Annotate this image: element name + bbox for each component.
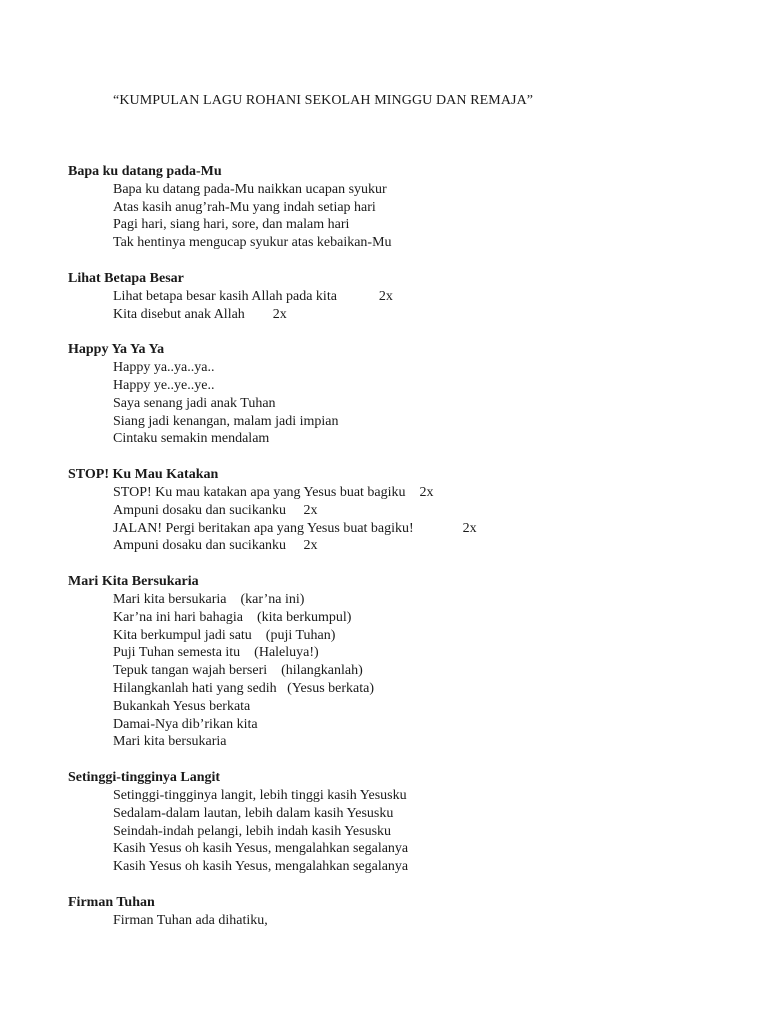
song-line: Seindah-indah pelangi, lebih indah kasih Yesusku: [113, 823, 392, 839]
song-line: Puji Tuhan semesta itu (Haleluya!): [113, 645, 319, 661]
song-line: Damai-Nya dib’rikan kita: [113, 716, 258, 732]
song-line: Mari kita bersukaria: [113, 734, 227, 750]
song-line: Kar’na ini hari bahagia (kita berkumpul): [113, 609, 352, 625]
song-title: STOP! Ku Mau Katakan: [68, 467, 219, 483]
song-mari-kita-bersukaria: [68, 573, 748, 751]
song-stop-ku-mau-katakan: [68, 466, 748, 555]
song-line: Sedalam-dalam lautan, lebih dalam kasih Yesusku: [113, 805, 394, 821]
song-line: Kasih Yesus oh kasih Yesus, mengalahkan segalanya: [113, 841, 409, 857]
song-list: [68, 163, 748, 947]
song-line: Tak hentinya mengucap syukur atas kebaikan-Mu: [113, 235, 392, 251]
song-line: Mari kita bersukaria (kar’na ini): [113, 591, 305, 607]
song-line: Hilangkanlah hati yang sedih (Yesus berkata): [113, 680, 375, 696]
song-title: Setinggi-tingginya Langit: [68, 770, 221, 786]
song-line: Ampuni dosaku dan sucikanku 2x: [113, 502, 318, 518]
song-title: Bapa ku datang pada-Mu: [68, 164, 222, 179]
song-line: Kasih Yesus oh kasih Yesus, mengalahkan segalanya: [113, 859, 409, 875]
document-title: “KUMPULAN LAGU ROHANI SEKOLAH MINGGU DAN REMAJA”: [113, 93, 534, 108]
song-line: Lihat betapa besar kasih Allah pada kita 2x: [113, 288, 393, 304]
song-happy-ya-ya-ya: [68, 341, 748, 448]
song-line: Saya senang jadi anak Tuhan: [113, 395, 276, 411]
song-line: Cintaku semakin mendalam: [113, 431, 270, 447]
song-line: Happy ye..ye..ye..: [113, 377, 215, 393]
song-line: Firman Tuhan ada dihatiku,: [113, 912, 268, 928]
song-line: Siang jadi kenangan, malam jadi impian: [113, 413, 339, 429]
song-line: Kita berkumpul jadi satu (puji Tuhan): [113, 627, 336, 643]
song-bapa-ku-datang: [68, 163, 748, 252]
song-line: Happy ya..ya..ya..: [113, 360, 215, 376]
song-line: Setinggi-tingginya langit, lebih tinggi kasih Yesusku: [113, 787, 407, 803]
song-setinggi-tingginya-langit: [68, 769, 748, 876]
song-line: Bukankah Yesus berkata: [113, 698, 251, 714]
song-line: Bapa ku datang pada-Mu naikkan ucapan syukur: [113, 181, 387, 197]
song-line: Pagi hari, siang hari, sore, dan malam hari: [113, 217, 350, 233]
song-title: Happy Ya Ya Ya: [68, 342, 165, 358]
song-title: Firman Tuhan: [68, 894, 155, 910]
song-line: Atas kasih anug’rah-Mu yang indah setiap hari: [113, 199, 376, 215]
song-line: Ampuni dosaku dan sucikanku 2x: [113, 538, 318, 554]
song-line: STOP! Ku mau katakan apa yang Yesus buat bagiku 2x: [113, 484, 434, 500]
song-line: Tepuk tangan wajah berseri (hilangkanlah): [113, 663, 363, 679]
song-title: Lihat Betapa Besar: [68, 270, 184, 286]
song-firman-tuhan: [68, 894, 748, 930]
song-lihat-betapa-besar: [68, 270, 748, 323]
song-title: Mari Kita Bersukaria: [68, 574, 199, 590]
song-line: JALAN! Pergi beritakan apa yang Yesus buat bagiku! 2x: [113, 520, 477, 536]
song-line: Kita disebut anak Allah 2x: [113, 306, 287, 322]
